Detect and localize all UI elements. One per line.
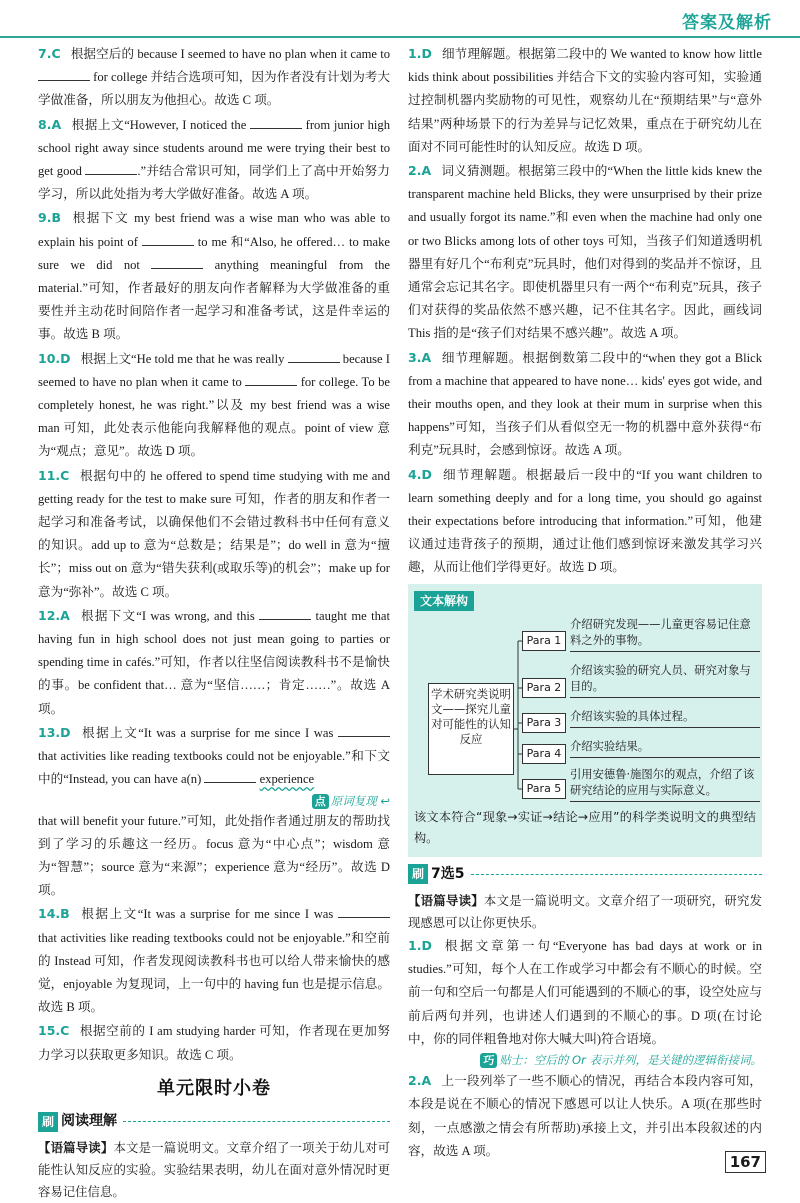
answer-item xyxy=(38,347,390,464)
item-number: 2. xyxy=(408,163,422,179)
item-text: taught me that having fun in high school does not just mean going to parties or spending time in cafés.”可知，作者以往坚信阅读教科书不是愉快的事。be confident that… 意为“坚信……；肯定……”。故选 A 项。 xyxy=(38,608,390,716)
answer-item xyxy=(38,113,390,207)
item-text: from junior high school right away since students around me were trying their best to get good xyxy=(38,117,390,179)
item-text: experience xyxy=(259,772,315,787)
blank xyxy=(142,234,194,246)
tip-line xyxy=(38,792,390,810)
answer-item xyxy=(38,42,390,113)
seven-five-tag xyxy=(408,863,762,886)
passage-guide xyxy=(408,890,762,934)
item-number: 7. xyxy=(38,46,52,61)
item-number: 8. xyxy=(38,116,52,132)
item-number: 14. xyxy=(38,906,61,922)
passage-guide xyxy=(38,1137,390,1203)
para-description: 介绍该实验的研究人员、研究对象与目的。 xyxy=(570,663,760,698)
tag-divider xyxy=(471,874,763,875)
item-text: for college 并结合选项可知，因为作者没有计划为考大学做准备，所以朋友为他担心。故选 C 项。 xyxy=(38,70,391,108)
tip-note: 点 原词复现 ↩ xyxy=(312,794,390,808)
answer-item xyxy=(408,159,762,346)
item-text: 根据上文“It was a surprise for me since I was xyxy=(80,725,338,740)
item-number: 3. xyxy=(408,349,422,365)
answer-item xyxy=(38,902,390,1019)
item-number: 2. xyxy=(408,1073,422,1089)
item-text: 根据空后的 because I seemed to have no plan when it came to xyxy=(70,47,390,61)
structure-diagram xyxy=(414,617,756,807)
header-title: 答案及解析 xyxy=(682,13,772,33)
item-number: 11. xyxy=(38,467,61,483)
item-text: 根据下文 my best friend was a wise man who was able to explain his point of xyxy=(38,211,390,249)
item-answer: C xyxy=(60,1023,70,1039)
tip-text: 贴士：空后的 Or 表示并列，是关键的逻辑衔接词。 xyxy=(499,1053,762,1068)
item-text: 细节理解题。根据倒数第二段中的“when they got a Blick from a machine that appeared to have none… kids' eyes got wide, and their mouths open, and they look at their mum in surprise when this happens”可知，当孩子们从看似空无一物的机器中意外获得“布利克”玩具时，会感到惊讶。故选 A 项。 xyxy=(408,350,762,458)
item-answer: D xyxy=(60,350,71,366)
tip-note xyxy=(480,1053,762,1067)
para-node: Para 2 xyxy=(522,678,566,698)
answer-item xyxy=(38,464,390,604)
tip-line xyxy=(408,1051,762,1069)
blank xyxy=(204,771,256,783)
item-answer: A xyxy=(421,163,432,179)
item-text: that activities like reading textbooks could not be enjoyable.”和空前的 Instead 可知，作者发现阅读教科书也可以给人带来愉快的感觉，enjoyable 为复现词，上一句中的 having fun 也是提示信息。故选 B 项。 xyxy=(38,930,390,1015)
answer-item xyxy=(38,206,390,346)
item-text: anything meaningful from the material.”可知，作者最好的朋友向作者解释为大学做准备的重要性并主动花时间陪作者一起学习和准备考试，这是件幸运的事。故选 B 项。 xyxy=(38,257,390,342)
item-text: 上一段列举了一些不顺心的情况，再结合本段内容可知，本段是说在不顺心的情况下感恩可以让人快乐。A 项(在那些时刻，一点感激之情会有所帮助)承接上文，并引出本段叙述的内容，故选 A 项。 xyxy=(408,1074,762,1158)
item-number: 10. xyxy=(38,350,61,366)
item-answer: C xyxy=(51,46,61,61)
item-text: because I seemed to have no plan when it came to xyxy=(38,351,390,389)
item-number: 9. xyxy=(38,210,52,226)
answer-item xyxy=(408,1069,762,1163)
item-answer: A xyxy=(421,349,432,365)
item-number: 1. xyxy=(408,46,422,61)
item-text: 细节理解题。根据最后一段中的“If you want children to learn something deeply and for a long time, you should go against their expectations before introducing that information.”可知，他建议通过违背孩子的预期，通过让他们感到惊讶来激发其学习兴趣，从而让他们学得更好。故选 D 项。 xyxy=(408,467,762,575)
item-answer: A xyxy=(60,607,70,623)
tag-icon: 刷 xyxy=(408,864,428,884)
answer-item xyxy=(38,1019,390,1066)
answer-item xyxy=(408,42,762,159)
item-text: 词义猜测题。根据第三段中的“When the little kids knew the transparent machine held Blicks, they were unsurprised by their prize and usually forgot its name.”和 even when the machine had only one or two Blicks among lots of other toys 可知，当孩子们知道透明机器里有好几个“布利克”玩具时，他们对得到的奖品并不惊讶，且通常会忘记其名字。即使机器里只有一两个“布利克”玩具，孩子们对获得的奖品依然不感兴趣，记不住其名字。因此，画线词 This 指的是“孩子们对结果不感兴趣”。故选 A 项。 xyxy=(408,164,762,341)
answer-item xyxy=(408,463,762,580)
tip-text: 原词复现 xyxy=(330,793,377,808)
para-node: Para 5 xyxy=(522,779,566,799)
item-number: 15. xyxy=(38,1023,61,1039)
item-answer: B xyxy=(51,210,61,226)
item-answer: D xyxy=(60,724,71,740)
tip-badge-icon: 点 xyxy=(312,794,329,809)
blank xyxy=(250,117,302,129)
para-node: Para 1 xyxy=(522,631,566,651)
text-structure-box xyxy=(408,584,762,857)
tag-label: 7选5 xyxy=(431,865,465,882)
item-text: 细节理解题。根据第二段中的 We wanted to know how little kids think about possibilities 并结合下文的实验内容可知，实验通过控制机器内奖励物的可见性，观察幼儿在“预期结果”与“意外结果”两种场景下的行为差异与记忆效果，重点在于研究幼儿在面对不同可能性时的认知反应。故选 D 项。 xyxy=(408,47,762,154)
blank xyxy=(259,608,311,620)
item-text: 根据上文“He told me that he was really xyxy=(80,351,288,366)
item-number: 13. xyxy=(38,724,61,740)
item-answer: A xyxy=(421,1073,432,1089)
item-text: 根据下文“I was wrong, and this xyxy=(79,608,260,623)
answer-item xyxy=(408,346,762,463)
item-text: 根据句中的 he offered to spend time studying with me and getting ready for the test to make sure 可知，作者的朋友和作者一起学习和准备考试，以确保他们不会错过教科书中任何有意义的知识。add up to 意为“总数是；结果是”；do well in 意为“擅长”；miss out on 意为“错失获利(或取乐等)的机会”；make up for 意为“弥补”。故选 C 项。 xyxy=(38,468,390,599)
item-text: 根据文章第一句“Everyone has bad days at work or in studies.”可知，每个人在工作或学习中都会有不顺心的时候。空前一句和空后一句都是人们可能遇到的不顺心的事，设空处应与前后两句并列，也讲述人们遇到的不顺心的事。D 项(在讨论中，你的同伴粗鲁地对你大喊大叫)符合语境。 xyxy=(408,939,762,1046)
item-text: .”并结合常识可知，同学们上了高中开始努力学习，所以此处指为考大学做好准备。故选 A 项。 xyxy=(38,164,390,202)
para-description: 引用安德鲁·施图尔的观点，介绍了该研究结论的应用与实际意义。 xyxy=(570,767,760,802)
left-column xyxy=(38,42,390,1203)
item-number: 1. xyxy=(408,938,422,954)
guide-text: 本文是一篇说明文。文章介绍了一项关于幼儿对可能性认知反应的实验。实验结果表明，幼儿在面对意外情况时更容易记住信息。 xyxy=(38,1141,390,1200)
answer-item xyxy=(408,934,762,1069)
page-number: 167 xyxy=(725,1151,766,1173)
tag-divider xyxy=(123,1121,390,1122)
item-text: that will benefit your future.”可知，此处指作者通过朋友的帮助找到了学习的乐趣这一经历。focus 意为“中心点”；wisdom 意为“智慧”；source 意为“来源”；experience 意为“经历”。故选 D 项。 xyxy=(38,813,390,898)
item-number: 4. xyxy=(408,466,422,482)
guide-text: 本文是一篇说明文。文章介绍了一项研究，研究发现感恩可以让你更快乐。 xyxy=(408,894,763,931)
item-text: 根据上文“However, I noticed the xyxy=(71,117,250,132)
para-description: 介绍该实验的具体过程。 xyxy=(570,709,760,728)
tip-badge-icon: 巧 xyxy=(480,1053,497,1068)
blank xyxy=(338,906,390,918)
blank xyxy=(245,374,297,386)
para-node: Para 3 xyxy=(522,713,566,733)
item-answer: B xyxy=(60,906,70,922)
item-text: 根据空前的 I am studying harder 可知，作者现在更加努力学习以获取更多知识。故选 C 项。 xyxy=(38,1024,390,1062)
answer-item xyxy=(38,810,390,903)
reading-tag xyxy=(38,1110,390,1133)
structure-label: 文本解构 xyxy=(414,591,474,611)
blank xyxy=(151,257,203,269)
item-answer: D xyxy=(421,466,432,482)
header-rule xyxy=(0,36,800,38)
guide-label: 【语篇导读】 xyxy=(408,893,484,909)
blank xyxy=(338,725,390,737)
item-answer: D xyxy=(421,46,432,61)
answer-item xyxy=(38,721,390,810)
section-title: 单元限时小卷 xyxy=(157,1077,271,1099)
structure-summary: 该文本符合“现象→实证→结论→应用”的科学类说明文的典型结构。 xyxy=(414,809,756,845)
item-text: for college. To be completely honest, he was right.”以及 my best friend was a wise man 可知，此处表示他能向我解释他的观点。point of view 意为“观点；意见”。故选 D 项。 xyxy=(38,374,390,459)
blank xyxy=(288,351,340,363)
item-answer: D xyxy=(421,938,432,954)
structure-center-node: 学术研究类说明文——探究儿童对可能性的认知反应 xyxy=(428,683,514,775)
para-description: 介绍实验结果。 xyxy=(570,739,760,758)
item-text: 根据上文“It was a surprise for me since I was xyxy=(79,907,338,922)
answer-item xyxy=(38,604,390,721)
right-column xyxy=(408,42,762,1163)
item-answer: A xyxy=(51,116,62,132)
tag-label: 阅读理解 xyxy=(61,1112,118,1129)
blank xyxy=(38,69,90,81)
tag-icon: 刷 xyxy=(38,1112,58,1132)
item-text: to me 和“Also, he offered… to make sure we did not xyxy=(38,234,390,272)
item-answer: C xyxy=(60,467,70,483)
para-description: 介绍研究发现——儿童更容易记住意料之外的事物。 xyxy=(570,617,760,652)
guide-label: 【语篇导读】 xyxy=(38,1140,114,1156)
blank xyxy=(85,163,137,175)
item-text: that activities like reading textbooks could not be enjoyable.”和下文中的“Instead, you can have a(n) xyxy=(38,749,390,787)
item-number: 12. xyxy=(38,607,61,623)
para-node: Para 4 xyxy=(522,744,566,764)
